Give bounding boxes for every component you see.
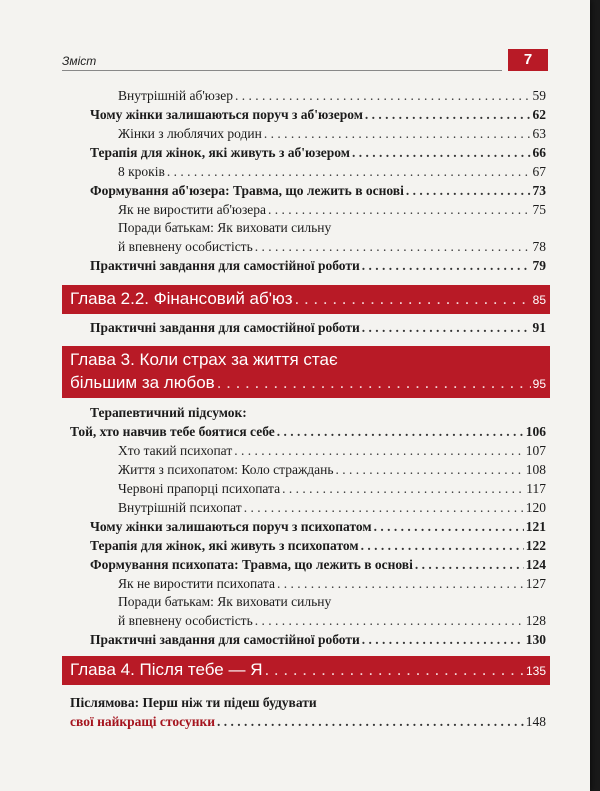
toc-entry-title: Практичні завдання для самостійної роботи <box>90 632 360 647</box>
toc-entry-page: 120 <box>525 500 546 515</box>
toc-entry-title-line1: Терапевтичний підсумок: <box>90 405 247 420</box>
dot-leader <box>167 164 531 180</box>
toc-entry-page: 124 <box>525 557 546 572</box>
toc-entry-title: Терапія для жінок, які живуть з аб'юзером <box>90 145 350 160</box>
toc-entry-title: Чому жінки залишаються поруч з психопатом <box>90 519 372 534</box>
chapter-page: 85 <box>532 293 546 307</box>
chapter-entry <box>70 289 546 309</box>
afterword-title-line2: свої найкращі стосунки <box>70 714 216 729</box>
toc-entry-title-line1: Поради батькам: Як виховати сильну <box>118 594 332 609</box>
toc-entry-page: 63 <box>532 126 546 141</box>
toc-entry[interactable] <box>90 519 546 535</box>
toc-entry-page: 59 <box>532 88 546 103</box>
chapter-title-line2: більшим за любов <box>70 373 215 392</box>
chapter-entry <box>70 660 546 680</box>
dot-leader <box>361 538 524 554</box>
toc-entry-page: 128 <box>525 613 546 628</box>
dot-leader <box>264 126 531 142</box>
toc-entry-title: Внутрішній аб'юзер <box>118 88 233 103</box>
toc-entry-page: 127 <box>525 576 546 591</box>
toc-entry-page: 107 <box>525 443 546 458</box>
toc-entry-page: 106 <box>525 424 546 439</box>
afterword-entry[interactable] <box>70 714 546 730</box>
toc-entry-title: Формування аб'юзера: Травма, що лежить в основі <box>90 183 404 198</box>
chapter-page: 135 <box>525 664 546 678</box>
dot-leader <box>362 258 531 274</box>
toc-entry[interactable] <box>90 632 546 648</box>
running-header: Зміст <box>62 54 97 68</box>
chapter-banner-2-2[interactable] <box>62 285 550 314</box>
toc-entry[interactable] <box>90 258 546 274</box>
toc-entry-title: Чому жінки залишаються поруч з аб'юзером <box>90 107 363 122</box>
toc-entry-title: Практичні завдання для самостійної роботи <box>90 258 360 273</box>
toc-entry-title: 8 кроків <box>118 164 165 179</box>
dot-leader <box>255 239 531 255</box>
toc-entry[interactable] <box>118 443 546 459</box>
toc-entry-title: Як не виростити аб'юзера <box>118 202 267 217</box>
chapter-page: 95 <box>532 377 546 391</box>
toc-entry-page: 66 <box>532 145 546 160</box>
toc-entry[interactable] <box>118 164 546 180</box>
toc-entry[interactable] <box>90 107 546 123</box>
toc-entry-title-line2: й впевнену особистість <box>118 239 253 254</box>
header-rule <box>62 70 502 71</box>
toc-entry-page: 108 <box>525 462 546 477</box>
dot-leader <box>374 519 524 535</box>
toc-entry-title: Як не виростити психопата <box>118 576 275 591</box>
toc-entry-title: Життя з психопатом: Коло страждань <box>118 462 334 477</box>
dot-leader <box>277 576 524 592</box>
dot-leader <box>352 145 531 161</box>
toc-entry[interactable] <box>118 239 546 255</box>
toc-entry[interactable] <box>118 500 546 516</box>
toc-entry[interactable] <box>118 481 546 497</box>
toc-entry[interactable] <box>118 202 546 218</box>
dot-leader <box>255 613 524 629</box>
page-number-badge: 7 <box>508 49 548 71</box>
toc-entry-title: Внутрішній психопат <box>118 500 242 515</box>
toc-entry-page: 91 <box>532 320 546 335</box>
toc-entry-page: 67 <box>532 164 546 179</box>
toc-entry[interactable] <box>118 88 546 104</box>
toc-entry-title: Терапія для жінок, які живуть з психопатом <box>90 538 359 553</box>
toc-entry[interactable] <box>90 538 546 554</box>
toc-entry-page: 78 <box>532 239 546 254</box>
toc-entry[interactable] <box>118 126 546 142</box>
dot-leader <box>268 202 530 218</box>
toc-entry-title: Червоні прапорці психопата <box>118 481 281 496</box>
toc-entry-page: 121 <box>525 519 546 534</box>
toc-entry-title-line2: й впевнену особистість <box>118 613 253 628</box>
toc-entry-title: Жінки з люблячих родин <box>118 126 262 141</box>
toc-entry[interactable] <box>118 613 546 629</box>
dot-leader <box>217 714 524 730</box>
afterword-title-line1: Післямова: Перш ніж ти підеш будувати <box>70 695 317 710</box>
toc-entry[interactable] <box>90 320 546 336</box>
dot-leader <box>235 88 531 104</box>
toc-entry-page: 130 <box>525 632 546 647</box>
chapter-title: Глава 4. Після тебе — Я <box>70 660 263 679</box>
dot-leader <box>264 660 523 680</box>
dot-leader <box>336 462 524 478</box>
dot-leader <box>362 320 531 336</box>
toc-entry-page: 75 <box>532 202 546 217</box>
toc-entry-title: Формування психопата: Травма, що лежить в основі <box>90 557 413 572</box>
dot-leader <box>362 632 524 648</box>
toc-entry-title-line2: Той, хто навчив тебе боятися себе <box>70 424 275 439</box>
toc-entry-title-line1: Поради батькам: Як виховати сильну <box>118 220 332 235</box>
dot-leader <box>295 289 531 309</box>
toc-entry-page: 117 <box>526 481 546 496</box>
dot-leader <box>365 107 531 123</box>
dot-leader <box>277 424 524 440</box>
toc-entry-title: Практичні завдання для самостійної роботи <box>90 320 360 335</box>
toc-entry-title: Хто такий психопат <box>118 443 233 458</box>
chapter-title-line1: Глава 3. Коли страх за життя стає <box>70 350 338 369</box>
afterword-page: 148 <box>525 714 546 729</box>
dot-leader <box>406 183 531 199</box>
toc-entry-page: 73 <box>532 183 546 198</box>
dot-leader <box>217 373 531 393</box>
toc-entry[interactable] <box>70 424 546 440</box>
toc-entry-page: 62 <box>532 107 546 122</box>
dot-leader <box>282 481 524 497</box>
toc-entry[interactable] <box>90 145 546 161</box>
toc-entry-page: 122 <box>525 538 546 553</box>
chapter-banner-4[interactable] <box>62 656 550 685</box>
chapter-entry <box>70 373 546 393</box>
toc-entry[interactable] <box>118 576 546 592</box>
dot-leader <box>415 557 524 573</box>
toc-entry-page: 79 <box>532 258 546 273</box>
dot-leader <box>234 443 524 459</box>
dot-leader <box>244 500 524 516</box>
toc-entry[interactable] <box>90 183 546 199</box>
chapter-title: Глава 2.2. Фінансовий аб'юз <box>70 289 293 308</box>
toc-entry[interactable] <box>90 557 546 573</box>
chapter-banner-3[interactable] <box>62 346 550 398</box>
toc-entry[interactable] <box>118 462 546 478</box>
